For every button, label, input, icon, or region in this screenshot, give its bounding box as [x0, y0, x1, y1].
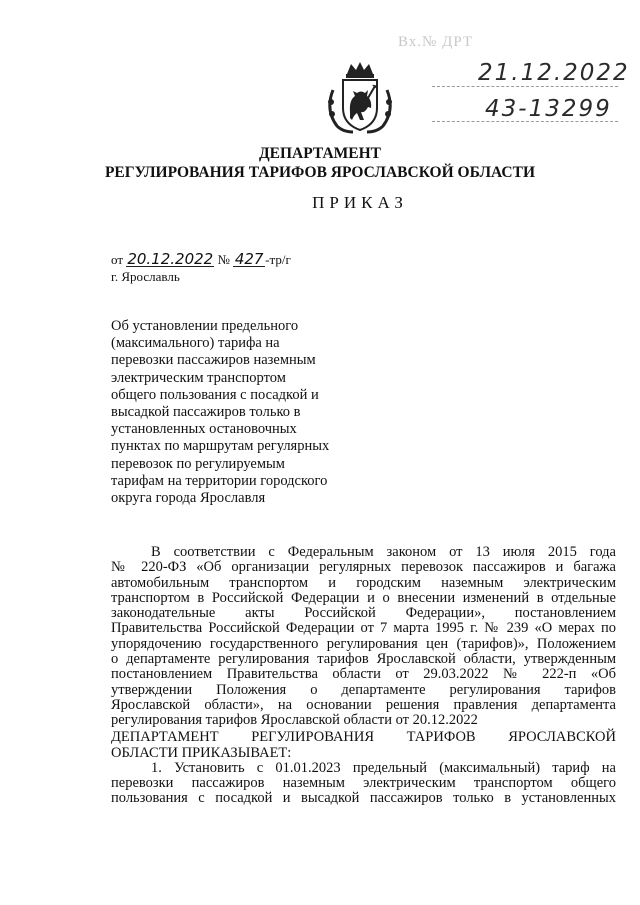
- body-line: утверждении Положения о департаменте регулирования тарифов: [111, 681, 616, 698]
- coat-of-arms-icon: [323, 60, 397, 136]
- body-line: № 220-ФЗ «Об организации регулярных перевозок пассажиров и багажа: [111, 559, 616, 576]
- body-line: транспортом в Российской Федерации и о внесении изменений в отдельные: [111, 589, 616, 606]
- subject-line: округа города Ярославля: [111, 490, 266, 507]
- body-line: регулирования тарифов Ярославской области от 20.12.2022: [111, 712, 478, 729]
- body-line: законодательные акты Российской Федерации», постановлением: [111, 605, 616, 622]
- incoming-stamp-text: Вх.№ ДРТ: [398, 34, 474, 50]
- order-number-handwritten: 427: [234, 250, 264, 268]
- document-type-title: ПРИКАЗ: [312, 193, 408, 212]
- registration-date: 21.12.2022: [478, 60, 630, 86]
- order-body: [111, 545, 616, 806]
- subject-line: Об установлении предельного: [111, 318, 299, 334]
- body-line: упорядочению государственного регулирования цен (тарифов)», Положением: [111, 635, 616, 652]
- subject-line: тарифам на территории городского: [111, 472, 328, 489]
- subject-line: высадкой пассажиров только в: [111, 404, 301, 421]
- subject-line: общего пользования с посадкой и: [111, 386, 319, 403]
- body-line: Правительства Российской Федерации от 7 марта 1995 г. № 239 «О мерах по: [111, 620, 616, 637]
- order-date-handwritten: 20.12.2022: [127, 250, 214, 268]
- subject-line: (максимального) тарифа на: [111, 335, 280, 352]
- number-label: №: [217, 252, 230, 267]
- order-subject: [111, 318, 361, 507]
- body-line: постановлением Правительства области от 29.03.2022 № 222-п «Об: [111, 666, 616, 683]
- subject-line: электрическим транспортом: [111, 369, 286, 386]
- order-city: г. Ярославль: [111, 269, 180, 284]
- department-title: ДЕПАРТАМЕНТ: [258, 145, 382, 162]
- subject-line: перевозки пассажиров наземным: [111, 352, 316, 369]
- subject-line: установленных остановочных: [111, 421, 297, 438]
- body-line: автомобильным транспортом и городским наземным электрическим: [111, 574, 616, 591]
- subject-line: перевозок по регулируемым: [111, 455, 285, 472]
- ordering-clause-line: ОБЛАСТИ ПРИКАЗЫВАЕТ:: [111, 744, 292, 761]
- department-subtitle: РЕГУЛИРОВАНИЯ ТАРИФОВ ЯРОСЛАВСКОЙ ОБЛАСТИ: [104, 164, 536, 181]
- clause-1-line: 1. Установить с 01.01.2023 предельный (максимальный) тариф на: [151, 759, 616, 776]
- clause-1-line: пользования с посадкой и высадкой пассажиров только в установленных: [111, 790, 616, 807]
- from-label: от: [111, 252, 124, 267]
- order-date-number-line: [111, 252, 291, 268]
- body-line: Ярославской области», на основании решения правления департамента: [111, 696, 616, 713]
- body-line: о департаменте регулирования тарифов Ярославской области, утвержденным: [111, 651, 616, 668]
- subject-line: пунктах по маршрутам регулярных: [111, 438, 330, 455]
- clause-1-line: перевозки пассажиров наземным электрическим транспортом общего: [111, 774, 616, 791]
- registration-number: 43-13299: [485, 96, 612, 122]
- ordering-clause-line: ДЕПАРТАМЕНТ РЕГУЛИРОВАНИЯ ТАРИФОВ ЯРОСЛАВСКОЙ: [111, 728, 616, 745]
- registration-date-line: [432, 86, 618, 87]
- order-number-suffix: -тр/г: [265, 252, 291, 267]
- body-line: В соответствии с Федеральным законом от 13 июля 2015 года: [151, 544, 616, 560]
